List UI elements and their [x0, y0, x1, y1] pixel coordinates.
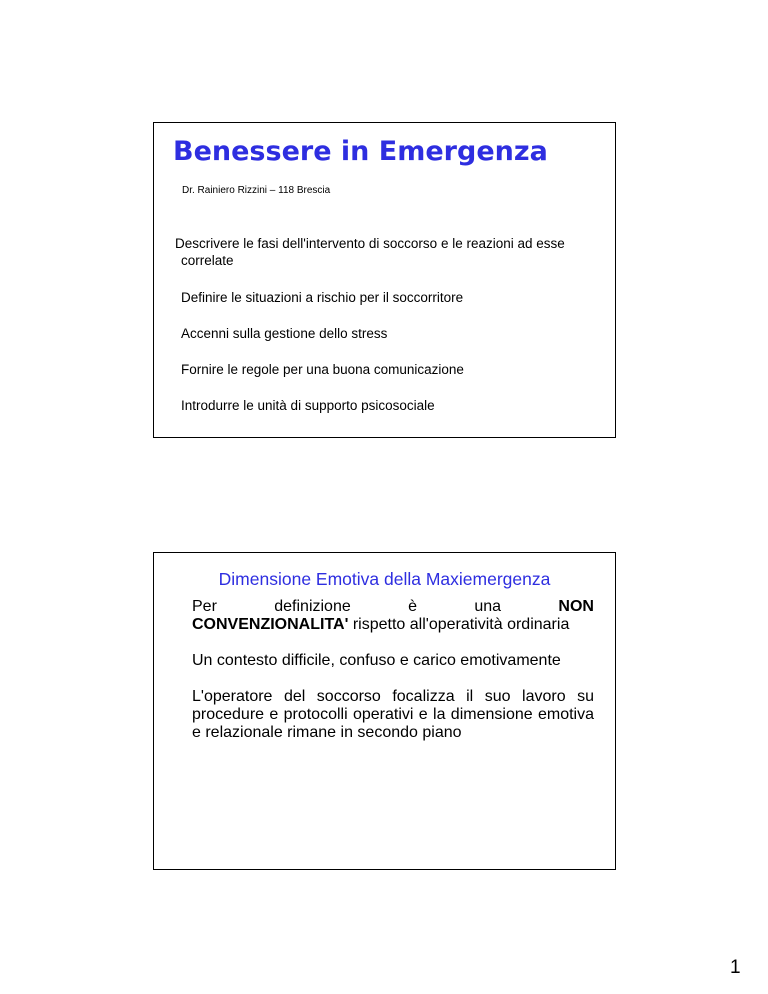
word: una [474, 598, 502, 615]
slide-2-body [192, 598, 594, 742]
bullet-item: Introdurre le unità di supporto psicosociale [181, 398, 435, 413]
slide-1-bullet-list [175, 235, 605, 414]
convenzionalita-text: CONVENZIONALITA' [192, 616, 349, 633]
slide-1 [153, 122, 616, 438]
paragraph-non-convenzionalita [192, 598, 594, 634]
slide-2 [153, 552, 616, 870]
paragraph-line [192, 616, 594, 634]
author-line: Dr. Rainiero Rizzini – 118 Brescia [182, 185, 331, 196]
paragraph-contesto: Un contesto difficile, confuso e carico emotivamente [192, 652, 561, 669]
word: è [408, 598, 417, 615]
word: Per [192, 598, 217, 615]
slide-1-title: Benessere in Emergenza [173, 136, 548, 167]
paragraph-operatore: L'operatore del soccorso focalizza il suo lavoro su procedure e protocolli operativi e la dimensione emotiva e relazionale rimane in secondo piano [192, 688, 594, 741]
word-non: NON [558, 598, 594, 615]
bullet-item: Definire le situazioni a rischio per il soccorritore [181, 290, 464, 305]
bullet-item: Descrivere le fasi dell'intervento di soccorso e le reazioni ad esse correlate [175, 236, 565, 268]
bullet-item: Fornire le regole per una buona comunicazione [181, 362, 464, 377]
word: definizione [274, 598, 351, 615]
paragraph-line [192, 598, 594, 616]
page-number: 1 [730, 957, 741, 978]
paragraph-text: rispetto all'operatività ordinaria [348, 616, 570, 633]
bullet-item: Accenni sulla gestione dello stress [181, 326, 388, 341]
slide-2-title: Dimensione Emotiva della Maxiemergenza [218, 569, 551, 589]
